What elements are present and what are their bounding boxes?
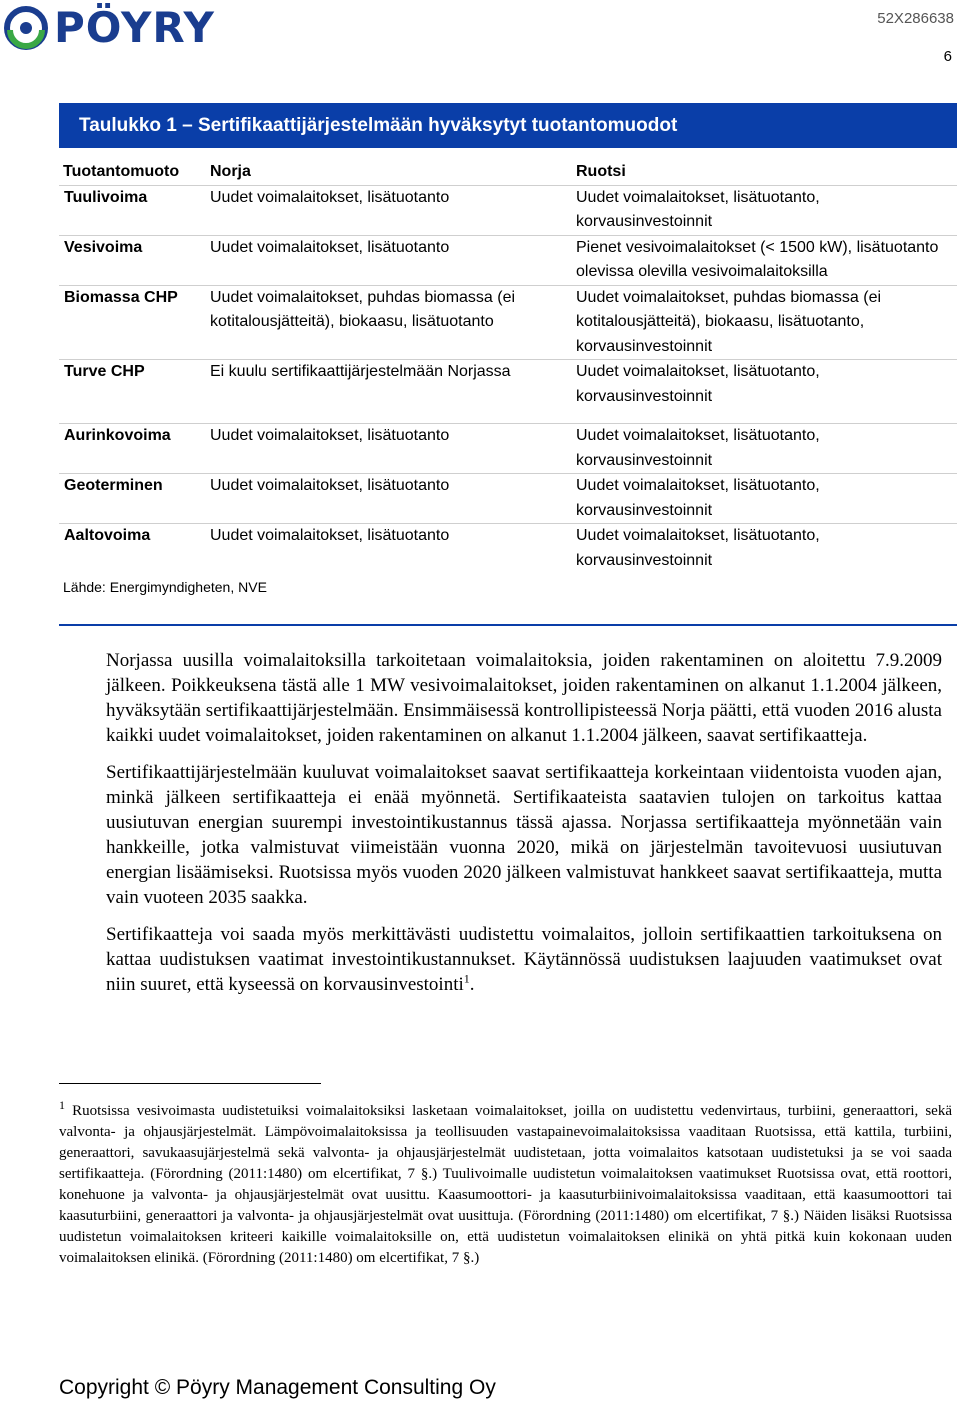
- table-row: [59, 285, 957, 360]
- certificate-table: [59, 160, 957, 604]
- row-sweden: Uudet voimalaitokset, lisätuotanto, korvausinvestoinnit: [572, 185, 957, 235]
- row-norway: Uudet voimalaitokset, lisätuotanto: [206, 235, 572, 285]
- table-source-row: [59, 573, 957, 604]
- row-type: Tuulivoima: [59, 185, 206, 235]
- table-header-row: [59, 160, 957, 185]
- row-sweden: Uudet voimalaitokset, lisätuotanto, korvausinvestoinnit: [572, 360, 957, 424]
- table-source: Lähde: Energimyndigheten, NVE: [63, 579, 267, 595]
- row-sweden: Uudet voimalaitokset, lisätuotanto, korvausinvestoinnit: [572, 474, 957, 524]
- table-row: [59, 185, 957, 235]
- row-type: Geoterminen: [59, 474, 206, 524]
- logo-text: PÖYRY: [54, 3, 215, 52]
- row-type: Vesivoima: [59, 235, 206, 285]
- table-row: [59, 360, 957, 424]
- row-sweden: Pienet vesivoimalaitokset (< 1500 kW), lisätuotanto olevissa olevilla vesivoimalaitoksilla: [572, 235, 957, 285]
- table-row: [59, 524, 957, 574]
- copyright-footer: Copyright © Pöyry Management Consulting Oy: [59, 1376, 496, 1399]
- paragraph-2: Sertifikaattijärjestelmään kuuluvat voimalaitokset saavat sertifikaatteja korkeintaan viidentoista vuoden ajan, minkä jälkeen sertifikaatteja ei enää myönnetä. Sertifikaateista saatavien tulojen on tarkoitus kattaa uusiutuvan energian suurempi investointikustannus tässä ajassa. Norjassa sertifikaatteja myönnetään vain hankkeille, jotka valmistuvat viimeistään vuonna 2020, mikä on järjestelmän tavoitevuosi uusiutuvan energian lisäämiseksi. Ruotsissa myös vuoden 2020 jälkeen valmistuvat hankkeet saavat sertifikaatteja, mutta vain vuoteen 2035 saakka.: [106, 762, 942, 908]
- document-id: 52X286638: [877, 10, 954, 27]
- row-norway: Uudet voimalaitokset, lisätuotanto: [206, 424, 572, 474]
- row-type: Aaltovoima: [59, 524, 206, 574]
- row-norway: Uudet voimalaitokset, lisätuotanto: [206, 474, 572, 524]
- paragraph-1: Norjassa uusilla voimalaitoksilla tarkoitetaan voimalaitoksia, joiden rakentaminen on aloitettu 7.9.2009 jälkeen. Poikkeuksena tästä alle 1 MW vesivoimalaitokset, joiden rakentaminen on alkanut 1.1.2004 jälkeen, hyväksytään sertifikaattijärjestelmään. Ensimmäisessä kontrollipisteessä Norja päätti, että vuoden 2016 alusta kaikki uudet voimalaitokset, joiden rakentaminen on alkanut 1.1.2004 jälkeen, saavat sertifikaatteja.: [106, 650, 942, 746]
- table-bottom-rule: [59, 624, 957, 626]
- row-norway: Uudet voimalaitokset, puhdas biomassa (ei kotitalousjätteitä), biokaasu, lisätuotanto: [206, 285, 572, 360]
- company-logo: [4, 3, 215, 52]
- column-header-sweden: Ruotsi: [576, 163, 626, 180]
- table-title: Taulukko 1 – Sertifikaattijärjestelmään hyväksytyt tuotantomuodot: [59, 103, 957, 148]
- body-text: [106, 648, 942, 1009]
- row-norway: Uudet voimalaitokset, lisätuotanto: [206, 524, 572, 574]
- table-row: [59, 424, 957, 474]
- footnote-reference[interactable]: 1: [463, 971, 470, 986]
- paragraph-3-text: Sertifikaatteja voi saada myös merkittävästi uudistettu voimalaitos, jolloin sertifikaattien tarkoituksena on kattaa uudistuksen vaatimat investointikustannukset. Käytännössä uudistuksen laajuuden vaatimukset ovat niin suuret, että kyseessä on korvausinvestointi: [106, 924, 942, 995]
- column-header-norway: Norja: [210, 163, 251, 180]
- row-type: Turve CHP: [59, 360, 206, 424]
- column-header-type: Tuotantomuoto: [63, 163, 180, 180]
- row-type: Biomassa CHP: [59, 285, 206, 360]
- paragraph-3-end: .: [469, 974, 475, 995]
- paragraph-3: [106, 922, 942, 997]
- page-number: 6: [943, 48, 952, 65]
- footnote-marker: 1: [59, 1098, 65, 1112]
- row-sweden: Uudet voimalaitokset, puhdas biomassa (ei kotitalousjätteitä), biokaasu, lisätuotanto, korvausinvestoinnit: [572, 285, 957, 360]
- row-norway: Uudet voimalaitokset, lisätuotanto: [206, 185, 572, 235]
- row-norway: Ei kuulu sertifikaattijärjestelmään Norjassa: [206, 360, 572, 424]
- table-row: [59, 474, 957, 524]
- poyry-logo-icon: [4, 6, 48, 50]
- row-sweden: Uudet voimalaitokset, lisätuotanto, korvausinvestoinnit: [572, 524, 957, 574]
- table-row: [59, 235, 957, 285]
- row-sweden: Uudet voimalaitokset, lisätuotanto, korvausinvestoinnit: [572, 424, 957, 474]
- footnote-text: Ruotsissa vesivoimasta uudistetuiksi voimalaitoksiksi lasketaan voimalaitokset, joilla on uudistettu vedenvirtaus, turbiini, generaattori, sekä valvonta- ja ohjausjärjestelmät. Lämpövoimalaitoksissa ja teollisuuden vastapainevoimalaitoksissa vaaditaan Ruotsissa, että kattila, turbiini, generaattori, savukaasujärjestelmä sekä valvonta- ja ohjausjärjestelmät uudistetaan, jotta voimalaitos katsotaan uudistetuksi ja se voi saada sertifikaatteja. (Förordning (2011:1480) om elcertifikat, 7 §.) Tuulivoimalle uudistetun voimalaitoksen vaatimukset Ruotsissa ovat, että roottori, konehuone ja valvonta- ja ohjausjärjestelmät ovat uusittu. Kaasumoottori- ja kaasuturbiinivoimalaitoksissa vaaditaan, että kaasumoottori tai kaasuturbiini, generaattori ja valvonta- ja ohjausjärjestelmät ovat uusittuja. (Förordning (2011:1480) om elcertifikat, 7 §.) Näiden lisäksi Ruotsissa uudistetun voimalaitoksen kriteeri kaikille voimalaitoksille on, että uudistetun voimalaitoksen elinikä on yhtä pitkä kuin kokonaan uuden voimalaitoksen elinikä. (Förordning (2011:1480) om elcertifikat, 7 §.): [59, 1103, 953, 1266]
- row-type: Aurinkovoima: [59, 424, 206, 474]
- footnote: [59, 1098, 953, 1269]
- footnote-separator: [59, 1083, 321, 1084]
